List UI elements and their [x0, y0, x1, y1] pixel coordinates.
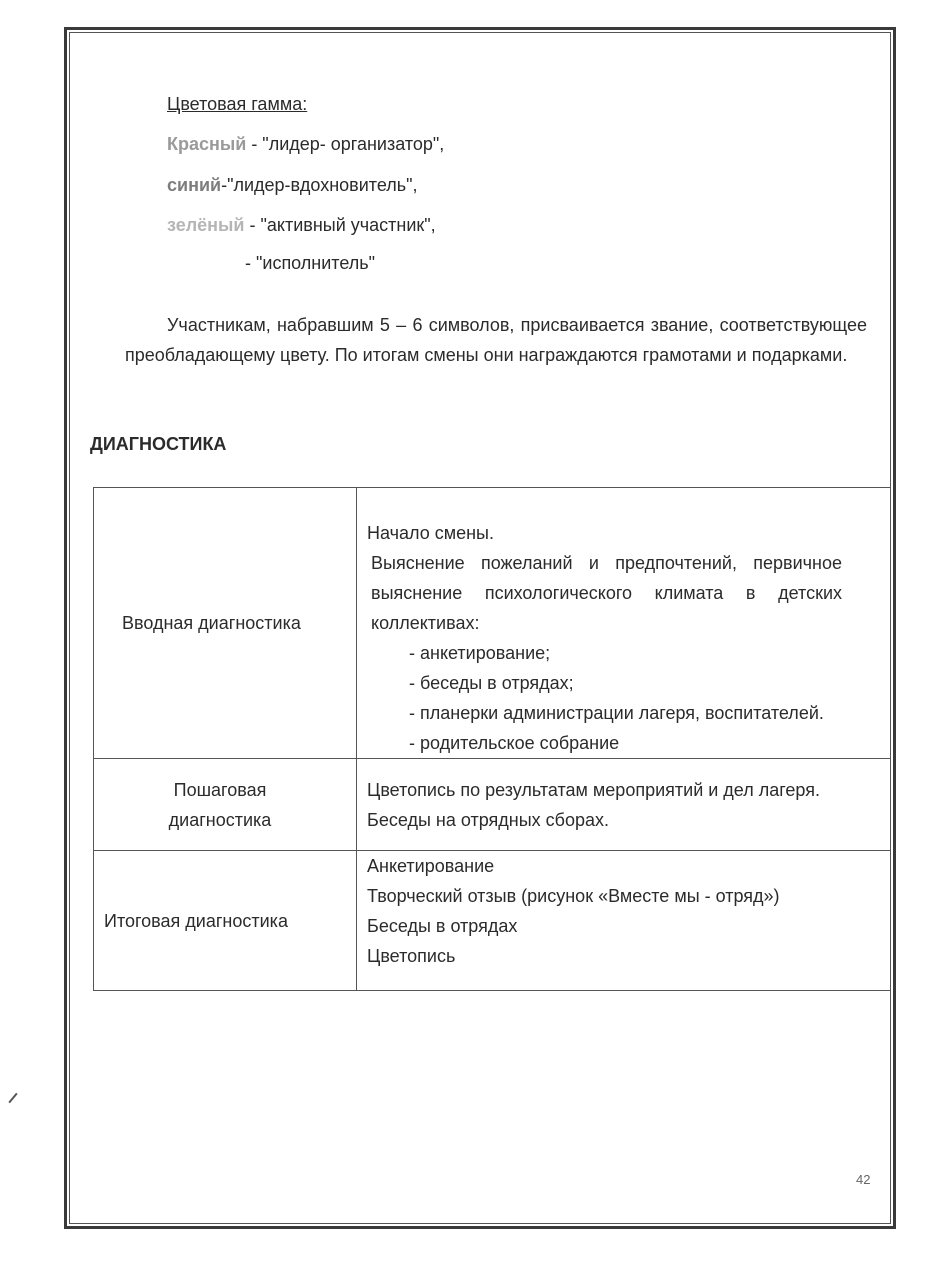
row-content-cell: [357, 488, 891, 759]
row-label: Итоговая диагностика: [104, 910, 288, 931]
row-label: Вводная диагностика: [122, 613, 301, 633]
page-number: 42: [856, 1172, 871, 1187]
table-row: [94, 759, 891, 851]
row-line: Беседы на отрядных сборах.: [367, 810, 609, 830]
row-label-cell: [94, 851, 357, 991]
role-text-blue: -"лидер-вдохновитель",: [221, 175, 418, 195]
row-line: Беседы в отрядах: [367, 916, 518, 936]
color-word-green: зелёный: [167, 215, 245, 235]
row-label-cell: [94, 488, 357, 759]
section-heading: ДИАГНОСТИКА: [90, 434, 227, 454]
palette-line-green: [167, 213, 436, 237]
row-content-cell: [357, 851, 891, 991]
paragraph: [125, 310, 867, 370]
palette-line-red: [167, 132, 444, 156]
table-row: [94, 488, 891, 759]
paragraph-text: Участникам, набравшим 5 – 6 символов, присваивается звание, соответствующее преобладающему цвету. По итогам смены они награждаются грамотами и подарками.: [125, 315, 867, 365]
role-text-green: - "активный участник",: [244, 215, 436, 235]
list-item: - планерки администрации лагеря, воспитателей.: [409, 703, 824, 723]
row-line: Творческий отзыв (рисунок «Вместе мы - отряд»): [367, 886, 780, 906]
list-item: - беседы в отрядах;: [409, 673, 574, 693]
diagnostics-table: [93, 487, 891, 991]
list-item: - анкетирование;: [409, 643, 551, 663]
row-label: Пошаговая диагностика: [168, 779, 272, 830]
color-word-red: Красный: [167, 134, 247, 154]
palette-line-blue: [167, 173, 418, 197]
list-item: - родительское собрание: [409, 733, 620, 753]
row-line: Анкетирование: [367, 856, 495, 876]
color-word-blue: синий: [167, 175, 222, 195]
row-line: Выяснение пожеланий и предпочтений, первичное выяснение психологического климата в детских коллективах:: [371, 553, 842, 633]
row-line: Цветопись: [367, 946, 456, 966]
row-content-cell: [357, 759, 891, 851]
palette-title: Цветовая гамма:: [167, 94, 308, 114]
row-line: Начало смены.: [367, 523, 494, 543]
row-line: Цветопись по результатам мероприятий и дел лагеря.: [367, 780, 820, 800]
table-row: [94, 851, 891, 991]
row-label-cell: [94, 759, 357, 851]
palette-extra-line: - "исполнитель": [245, 253, 376, 273]
role-text-red: - "лидер- организатор",: [246, 134, 445, 154]
scan-mark: [8, 1093, 17, 1103]
